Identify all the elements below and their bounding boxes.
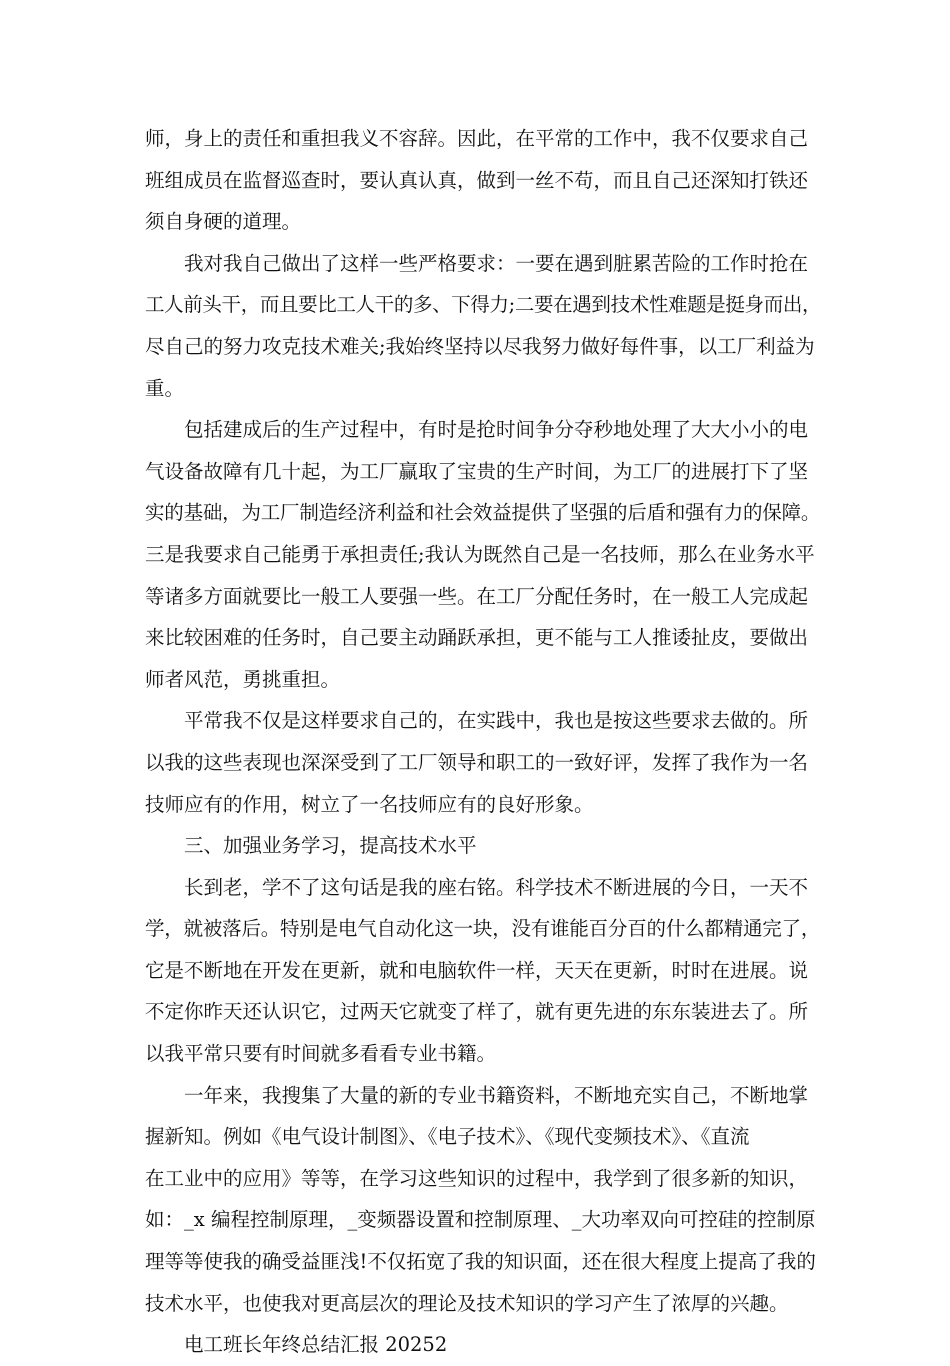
text-line: 一年来，我搜集了大量的新的专业书籍资料，不断地充实自己，不断地掌 — [184, 1083, 809, 1107]
text-line: 来比较困难的任务时，自己要主动踊跃承担，更不能与工人推诿扯皮，要做出 — [145, 626, 809, 650]
text-line: 长到老，学不了这句话是我的座右铭。科学技术不断进展的今日，一天不 — [184, 875, 809, 899]
text-line: 学，就被落后。特别是电气自动化这一块，没有谁能百分百的什么都精通完了， — [145, 917, 821, 941]
text-line: 重。 — [145, 376, 185, 400]
text-line: 师，身上的责任和重担我义不容辞。因此，在平常的工作中，我不仅要求自己 — [145, 127, 809, 150]
text-line: 须自身硬的道理。 — [145, 210, 302, 234]
text-line: 技术水平，也使我对更高层次的理论及技术知识的学习产生了浓厚的兴趣。 — [145, 1291, 789, 1315]
text-line: 它是不断地在开发在更新，就和电脑软件一样，天天在更新，时时在进展。说 — [145, 958, 809, 982]
text-line: 技师应有的作用，树立了一名技师应有的良好形象。 — [145, 792, 594, 816]
text-line: 理等等使我的确受益匪浅!不仅拓宽了我的知识面，还在很大程度上提高了我的 — [145, 1250, 816, 1274]
text-line: 包括建成后的生产过程中，有时是抢时间争分夺秒地处理了大大小小的电 — [184, 418, 809, 442]
text-line: 不定你昨天还认识它，过两天它就变了样了，就有更先进的东东装进去了。所 — [145, 1000, 809, 1024]
text-line: 班组成员在监督巡查时，要认真认真，做到一丝不苟，而且自己还深知打铁还 — [145, 168, 809, 192]
text-line: 工人前头干，而且要比工人干的多、下得力;二要在遇到技术性难题是挺身而出， — [145, 293, 822, 317]
document-subtitle: 电工班长年终总结汇报 20252 — [184, 1333, 448, 1357]
text-line: 尽自己的努力攻克技术难关;我始终坚持以尽我努力做好每件事，以工厂利益为 — [145, 334, 815, 358]
text-line: 气设备故障有几十起，为工厂赢取了宝贵的生产时间，为工厂的进展打下了坚 — [145, 459, 809, 483]
text-line: 等诸多方面就要比一般工人要强一些。在工厂分配任务时，在一般工人完成起 — [145, 584, 809, 608]
text-line: 在工业中的应用》等等，在学习这些知识的过程中，我学到了很多新的知识， — [145, 1166, 809, 1190]
text-line: 以我平常只要有时间就多看看专业书籍。 — [145, 1042, 497, 1066]
section-heading: 三、加强业务学习，提高技术水平 — [184, 834, 477, 858]
text-line: 以我的这些表现也深深受到了工厂领导和职工的一致好评，发挥了我作为一名 — [145, 750, 809, 774]
text-line: 如：_x 编程控制原理，_变频器设置和控制原理、_大功率双向可控硅的控制原 — [145, 1208, 816, 1232]
text-line: 师者风范，勇挑重担。 — [145, 667, 341, 691]
text-line: 握新知。例如《电气设计制图》、《电子技术》、《现代变频技术》、《直流 — [145, 1125, 750, 1149]
text-line: 三是我要求自己能勇于承担责任;我认为既然自己是一名技师，那么在业务水平 — [145, 542, 815, 566]
text-line: 平常我不仅是这样要求自己的，在实践中，我也是按这些要求去做的。所 — [184, 709, 809, 733]
text-line: 我对我自己做出了这样一些严格要求：一要在遇到脏累苦险的工作时抢在 — [184, 251, 809, 275]
text-line: 实的基础，为工厂制造经济利益和社会效益提供了坚强的后盾和强有力的保障。 — [145, 501, 821, 525]
document-body — [145, 118, 820, 1366]
